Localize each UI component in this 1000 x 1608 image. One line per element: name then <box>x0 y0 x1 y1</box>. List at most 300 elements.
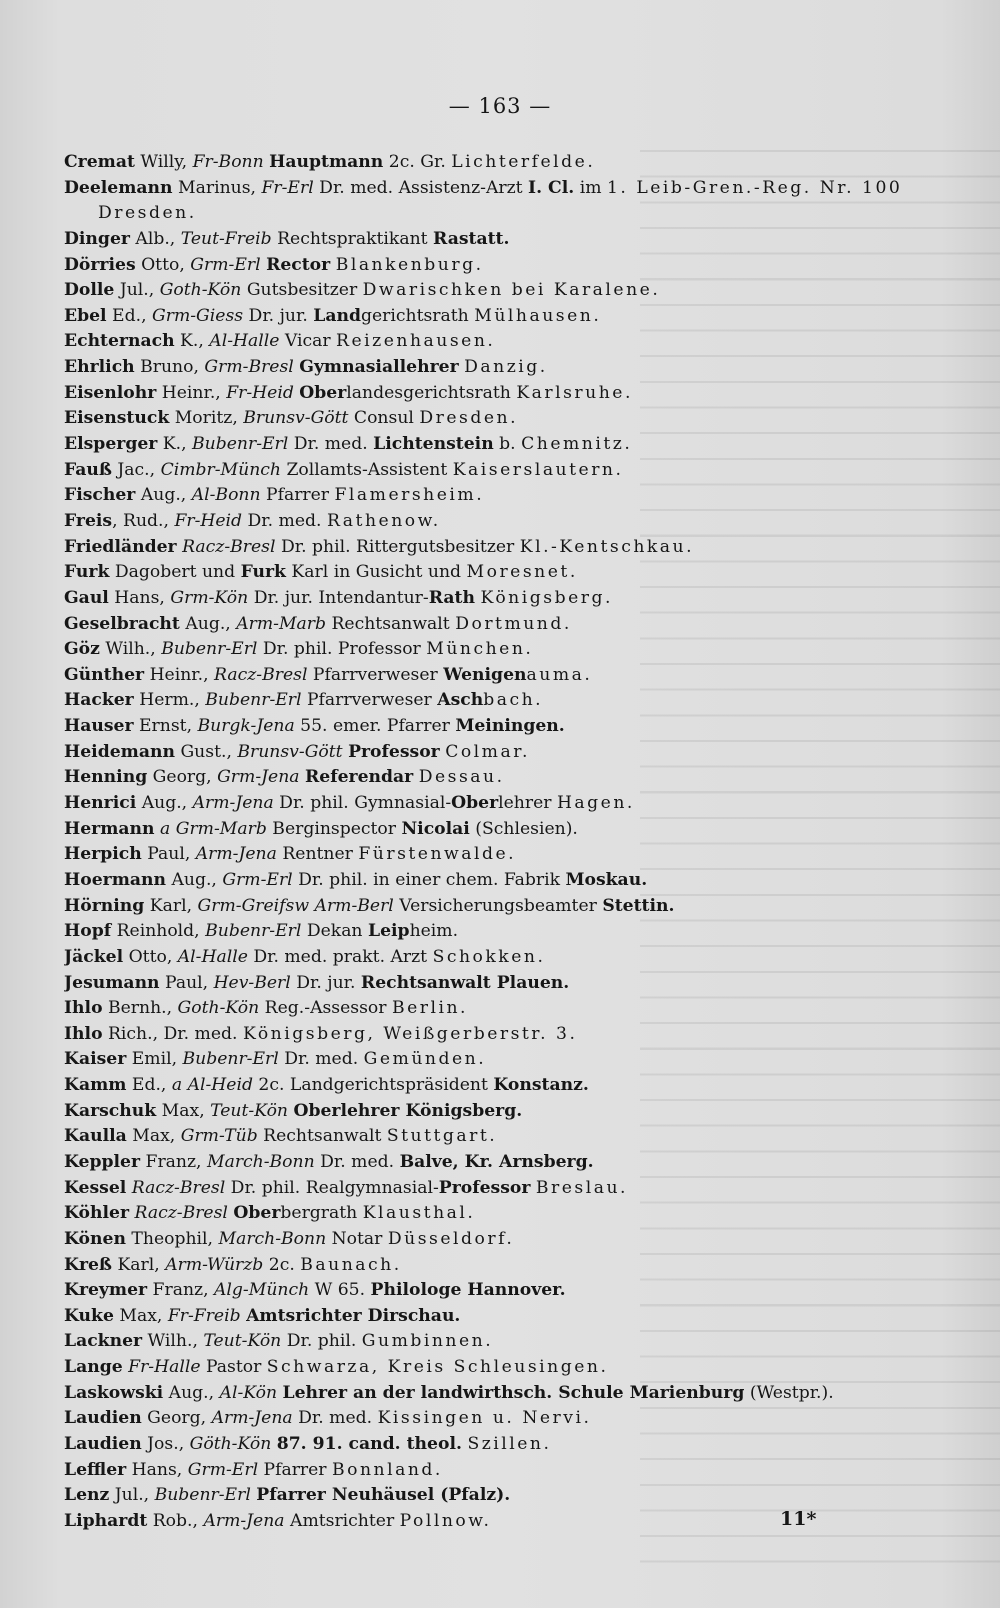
entry-affiliation: Fr-Halle <box>128 1357 201 1378</box>
entry-affiliation: Bubenr-Erl <box>205 921 302 942</box>
entry-text: Zollamts-Assistent <box>280 459 453 480</box>
entry-text: Theophil, <box>125 1228 219 1249</box>
entry-text: Bruno, <box>134 357 205 378</box>
entry-affiliation: Fr-Heid <box>226 382 294 403</box>
entry-affiliation: Al-Halle <box>177 946 248 967</box>
entry-text: Max, <box>126 1126 181 1147</box>
entry-affiliation: Fr-Erl <box>261 177 314 198</box>
entry-text: Heinr., <box>156 382 227 403</box>
entry-place: Düsseldorf. <box>387 1228 515 1249</box>
entry-text: Reg.-Assessor <box>259 998 392 1019</box>
entry-text: Jac., <box>111 459 161 480</box>
entry-affiliation: Göth-Kön <box>189 1434 272 1455</box>
entry-surname: Herpich <box>64 844 142 865</box>
entry-surname: Ihlo <box>64 1023 103 1044</box>
entry-place: bach. <box>483 690 544 711</box>
entry-emphasis: Pfarrer Neuhäusel (Pfalz). <box>256 1485 511 1506</box>
entry-place: Dwarischken bei Karalene. <box>362 280 661 301</box>
entry-text: Versicherungsbeamter <box>393 895 603 916</box>
entry-affiliation: Cimbr-Münch <box>160 459 281 480</box>
entry-text: Pfarrverweser <box>307 664 444 685</box>
entry-place: Kissingen u. Nervi. <box>377 1408 592 1429</box>
signature-mark: 11* <box>780 1508 817 1530</box>
entry-place: Rathenow. <box>326 510 441 531</box>
entry-surname: Göz <box>64 639 100 660</box>
entry-surname: Lenz <box>64 1485 110 1506</box>
entry-place: Schokken. <box>432 946 546 967</box>
entry-surname: Eisenlohr <box>64 382 157 403</box>
entry-line <box>64 1047 944 1073</box>
entry-line <box>64 1355 944 1381</box>
entry-emphasis: Rechtsanwalt Plauen. <box>360 972 570 993</box>
entry-line <box>64 278 944 304</box>
entry-affiliation: Arm-Jena <box>203 1510 285 1531</box>
entry-surname: Dörries <box>64 254 136 275</box>
entry-text: 2c. Gr. <box>383 152 452 172</box>
entry-text: lehrer <box>498 793 557 814</box>
entry-line <box>64 1022 944 1048</box>
entry-emphasis: Rector <box>266 254 331 275</box>
entry-line <box>64 1073 944 1099</box>
entry-line <box>64 253 944 279</box>
entry-place: Stuttgart. <box>386 1126 498 1147</box>
entry-text: Dr. med. <box>242 510 327 531</box>
entry-line <box>64 176 944 202</box>
entry-place: Mülhausen. <box>474 305 602 326</box>
entry-place: Königsberg. <box>480 587 613 608</box>
entry-text: Pfarrer <box>260 485 335 506</box>
entry-affiliation: Grm-Jena <box>217 767 300 788</box>
entry-line <box>64 458 944 484</box>
entry-surname: Elsperger <box>64 434 158 455</box>
entry-text: 55. emer. Pfarrer <box>294 716 456 737</box>
entry-emphasis: Land <box>313 305 361 326</box>
entry-text: Pfarrer <box>258 1459 332 1480</box>
entry-text: Dr. med. <box>314 1151 400 1172</box>
entry-text: Aug., <box>135 485 192 506</box>
entry-affiliation: Teut-Kön <box>203 1331 282 1352</box>
entry-text: , Rud., <box>112 510 175 531</box>
entry-surname: Dinger <box>64 228 130 249</box>
entry-affiliation: Grm-Kön <box>170 587 249 608</box>
entry-emphasis: Rastatt. <box>433 228 510 249</box>
entry-emphasis: Furk <box>240 562 286 583</box>
entry-surname: Hörning <box>64 895 145 916</box>
entry-surname: Günther <box>64 664 145 685</box>
entry-text: (Schlesien). <box>469 818 578 839</box>
entry-place: Flamersheim. <box>334 485 485 506</box>
entry-place: Colmar. <box>445 741 531 762</box>
entry-line <box>64 1124 944 1150</box>
entry-text: Dr. phil. <box>281 1331 362 1352</box>
entry-affiliation: Racz-Bresl <box>134 1203 228 1224</box>
entry-place: Breslau. <box>535 1177 629 1198</box>
entry-line <box>64 535 944 561</box>
entry-text: heim. <box>409 921 459 942</box>
entry-place: Reizenhausen. <box>336 331 496 352</box>
entry-line <box>64 381 944 407</box>
entry-place: Königsberg, Weißgerberstr. 3. <box>242 1023 578 1044</box>
entry-affiliation: Fr-Heid <box>174 510 243 531</box>
entry-place: Gumbinnen. <box>361 1331 494 1352</box>
entry-text: gerichtsrath <box>361 305 475 326</box>
entry-line <box>64 1304 944 1330</box>
entry-surname: Kuke <box>64 1305 114 1326</box>
entry-surname: Kamm <box>64 1075 127 1096</box>
entry-surname: Laudien <box>64 1408 142 1429</box>
entry-text: W 65. <box>309 1280 371 1301</box>
entry-place: Gemünden. <box>363 1049 487 1070</box>
entry-affiliation: Al-Kön <box>219 1382 278 1403</box>
entry-text: Aug., <box>179 613 237 634</box>
entry-surname: Dolle <box>64 280 115 301</box>
entry-affiliation: Arm-Jena <box>192 793 274 814</box>
entry-text: Otto, <box>135 254 191 275</box>
entry-text: Georg, <box>147 767 218 788</box>
entry-line <box>64 868 944 894</box>
entry-line <box>64 996 944 1022</box>
entry-text: Dr. jur. Intendantur- <box>248 587 429 608</box>
entry-line <box>64 586 944 612</box>
entry-affiliation: Teut-Kön <box>210 1100 289 1121</box>
entry-surname: Hopf <box>64 921 112 942</box>
entry-line <box>64 483 944 509</box>
entry-line <box>64 432 944 458</box>
entry-emphasis: Nicolai <box>401 818 470 839</box>
entry-surname: Cremat <box>64 152 135 172</box>
entry-place: Blankenburg. <box>335 254 484 275</box>
entry-place: Szillen. <box>467 1434 552 1455</box>
entry-text: Otto, <box>123 946 178 967</box>
entry-surname: Kaiser <box>64 1049 127 1070</box>
entry-surname: Ehrlich <box>64 357 135 378</box>
entry-affiliation: Teut-Freib <box>180 228 272 249</box>
entry-surname: Laskowski <box>64 1382 164 1403</box>
entry-surname: Kaulla <box>64 1126 127 1147</box>
entry-affiliation: Racz-Bresl <box>182 536 276 557</box>
entry-surname: Deelemann <box>64 177 173 198</box>
entry-surname: Geselbracht <box>64 613 180 634</box>
entry-place: Bonnland. <box>331 1459 443 1480</box>
entry-affiliation: Brunsv-Gött <box>237 741 343 762</box>
entry-text: Max, <box>156 1100 211 1121</box>
entry-text: Rich., Dr. med. <box>102 1023 243 1044</box>
entry-text: Paul, <box>141 844 196 865</box>
entry-affiliation: a Al-Heid <box>171 1075 253 1096</box>
entry-line <box>64 1150 944 1176</box>
entry-surname: Echternach <box>64 331 175 352</box>
entry-text: Amtsrichter <box>284 1510 400 1531</box>
entry-text: Notar <box>326 1228 388 1249</box>
entry-surname: Kreß <box>64 1254 112 1275</box>
entry-text: Consul <box>348 408 420 429</box>
entry-text: Emil, <box>126 1049 183 1070</box>
entry-text: bergrath <box>280 1203 363 1224</box>
entry-text: Karl, <box>144 895 198 916</box>
entry-line <box>64 919 944 945</box>
entry-surname: Eisenstuck <box>64 408 170 429</box>
entry-place: München. <box>426 639 534 660</box>
entry-affiliation: Arm-Jena <box>195 844 277 865</box>
entry-place: Kaiserslautern. <box>452 459 624 480</box>
entry-text: Dr. jur. <box>290 972 361 993</box>
entry-text: Franz, <box>140 1151 207 1172</box>
entry-emphasis: Referendar <box>304 767 414 788</box>
entry-line <box>64 1227 944 1253</box>
entry-text: Gutsbesitzer <box>241 280 363 301</box>
entry-line <box>64 714 944 740</box>
entry-surname: Fischer <box>64 485 136 506</box>
entry-place: Baunach. <box>300 1254 402 1275</box>
entry-text: Bernh., <box>102 998 178 1019</box>
entry-text: Karl, <box>112 1254 166 1275</box>
entry-text: Vicar <box>279 331 337 352</box>
entry-text: Dr. phil. Rittergutsbesitzer <box>275 536 520 557</box>
entry-place: Klausthal. <box>362 1203 476 1224</box>
entry-affiliation: Fr-Freib <box>167 1305 241 1326</box>
entry-line <box>64 791 944 817</box>
entry-place: Dresden. <box>98 203 197 224</box>
entry-text: Berginspector <box>266 818 402 839</box>
entry-line <box>64 945 944 971</box>
entry-line <box>64 612 944 638</box>
entry-emphasis: Konstanz. <box>493 1075 589 1096</box>
entry-line <box>64 688 944 714</box>
entry-list <box>64 150 944 1535</box>
entry-affiliation: March-Bonn <box>206 1151 315 1172</box>
entry-line <box>64 817 944 843</box>
entry-affiliation: Burgk-Jena <box>197 716 295 737</box>
entry-text: Dr. med. <box>288 434 374 455</box>
entry-emphasis: Rath <box>428 587 475 608</box>
entry-text: Karl in Gusicht und <box>285 562 467 583</box>
entry-text: Alb., <box>129 228 181 249</box>
entry-affiliation: March-Bonn <box>218 1228 327 1249</box>
entry-surname: Köhler <box>64 1203 130 1224</box>
entry-emphasis: I. Cl. <box>528 177 575 198</box>
entry-affiliation: Grm-Erl <box>222 869 293 890</box>
entry-line <box>64 406 944 432</box>
entry-affiliation: Bubenr-Erl <box>205 690 302 711</box>
entry-text: Pfarrverweser <box>301 690 438 711</box>
entry-text: Reinhold, <box>111 921 206 942</box>
entry-surname: Leffler <box>64 1459 127 1480</box>
entry-surname: Kessel <box>64 1177 127 1198</box>
entry-text: Heinr., <box>144 664 215 685</box>
entry-surname: Fauß <box>64 459 112 480</box>
entry-continuation <box>64 201 944 227</box>
entry-affiliation: Bubenr-Erl <box>154 1485 251 1506</box>
entry-text: Dagobert und <box>109 562 241 583</box>
entry-emphasis: Hauptmann <box>269 152 384 172</box>
entry-emphasis: Amtsrichter Dirschau. <box>246 1305 461 1326</box>
entry-line <box>64 842 944 868</box>
entry-line <box>64 1278 944 1304</box>
entry-text: Paul, <box>159 972 214 993</box>
entry-text: Dr. phil. Professor <box>257 639 427 660</box>
entry-affiliation: Alg-Münch <box>214 1280 310 1301</box>
entry-text: Moritz, <box>169 408 244 429</box>
entry-text: Dr. med. Assistenz-Arzt <box>313 177 529 198</box>
entry-line <box>64 1329 944 1355</box>
entry-line <box>64 1381 944 1407</box>
entry-emphasis: Leip <box>367 921 410 942</box>
entry-line <box>64 1099 944 1125</box>
entry-place: Hagen. <box>556 793 635 814</box>
entry-affiliation: Arm-Jena <box>211 1408 293 1429</box>
entry-emphasis: Ober <box>299 382 347 403</box>
entry-affiliation: Bubenr-Erl <box>161 639 258 660</box>
entry-emphasis: Ober <box>451 793 499 814</box>
entry-text: Herm., <box>133 690 206 711</box>
entry-affiliation: Fr-Bonn <box>192 152 264 172</box>
entry-emphasis: Oberlehrer Königsberg. <box>293 1100 523 1121</box>
entry-line <box>64 1201 944 1227</box>
entry-text: Georg, <box>141 1408 212 1429</box>
entry-place: Kl.-Kentschkau. <box>519 536 695 557</box>
entry-surname: Friedländer <box>64 536 177 557</box>
entry-emphasis: Philologe Hannover. <box>370 1280 566 1301</box>
entry-surname: Heidemann <box>64 741 175 762</box>
entry-text: Rechtspraktikant <box>271 228 434 249</box>
entry-line <box>64 894 944 920</box>
entry-emphasis: Professor <box>348 741 440 762</box>
entry-place: Chemnitz. <box>521 434 633 455</box>
entry-emphasis: Asch <box>437 690 484 711</box>
entry-text: Marinus, <box>172 177 262 198</box>
entry-affiliation: Racz-Bresl <box>131 1177 226 1198</box>
entry-text: K., <box>174 331 210 352</box>
entry-surname: Lackner <box>64 1331 143 1352</box>
entry-affiliation: Al-Halle <box>209 331 280 352</box>
entry-affiliation: Al-Bonn <box>191 485 261 506</box>
entry-emphasis: Professor <box>438 1177 531 1198</box>
entry-affiliation: Arm-Marb <box>236 613 327 634</box>
entry-surname: Hauser <box>64 716 134 737</box>
entry-place: Lichterfelde. <box>451 152 596 172</box>
page-number: — 163 — <box>448 94 552 118</box>
entry-emphasis: Balve, Kr. Arnsberg. <box>399 1151 594 1172</box>
entry-affiliation: a Grm-Marb <box>160 818 267 839</box>
entry-surname: Hoermann <box>64 869 167 890</box>
entry-surname: Laudien <box>64 1434 142 1455</box>
entry-text: Dr. phil. Realgymnasial- <box>225 1177 439 1198</box>
entry-text: 2c. <box>263 1254 301 1275</box>
entry-place: auma. <box>526 664 593 685</box>
entry-affiliation: Goth-Kön <box>177 998 260 1019</box>
entry-affiliation: Arm-Würzb <box>165 1254 264 1275</box>
entry-text: Willy, <box>134 152 193 172</box>
entry-affiliation: Racz-Bresl <box>214 664 308 685</box>
entry-affiliation: Grm-Giess <box>152 305 244 326</box>
entry-surname: Kreymer <box>64 1280 148 1301</box>
entry-surname: Hacker <box>64 690 134 711</box>
entry-emphasis: Lehrer an der landwirthsch. Schule Marienburg <box>282 1382 745 1403</box>
entry-text: Gust., <box>174 741 238 762</box>
entry-place: 1. Leib-Gren.-Reg. Nr. 100 <box>606 177 903 198</box>
entry-text: Rob., <box>147 1510 204 1531</box>
entry-text: Ed., <box>126 1075 172 1096</box>
entry-text: Rechtsanwalt <box>326 613 456 634</box>
entry-text: K., <box>157 434 193 455</box>
entry-place: Fürstenwalde. <box>358 844 517 865</box>
entry-line <box>64 227 944 253</box>
entry-text: Hans, <box>108 587 171 608</box>
entry-surname: Gaul <box>64 587 109 608</box>
entry-text: Aug., <box>166 869 223 890</box>
entry-text: Dr. med. prakt. Arzt <box>247 946 433 967</box>
entry-affiliation: Grm-Tüb <box>180 1126 258 1147</box>
entry-line <box>64 637 944 663</box>
entry-line <box>64 304 944 330</box>
entry-emphasis: Lichtenstein <box>373 434 494 455</box>
entry-text: landesgerichtsrath <box>346 382 517 403</box>
entry-surname: Jäckel <box>64 946 124 967</box>
entry-affiliation: Grm-Erl <box>187 1459 259 1480</box>
entry-text: Dekan <box>301 921 368 942</box>
entry-line <box>64 509 944 535</box>
entry-emphasis: Stettin. <box>602 895 675 916</box>
entry-affiliation: Bubenr-Erl <box>182 1049 279 1070</box>
entry-text: Rechtsanwalt <box>257 1126 387 1147</box>
entry-emphasis: Meiningen. <box>455 716 565 737</box>
entry-text: Rentner <box>276 844 359 865</box>
entry-affiliation: Brunsv-Gött <box>243 408 349 429</box>
entry-affiliation: Goth-Kön <box>159 280 242 301</box>
entry-surname: Hermann <box>64 818 155 839</box>
entry-text: Wilh., <box>99 639 162 660</box>
entry-emphasis: Moskau. <box>565 869 648 890</box>
entry-line <box>64 150 944 176</box>
entry-place: Schwarza, Kreis Schleusingen. <box>266 1357 609 1378</box>
entry-text: Ed., <box>106 305 152 326</box>
entry-place: Dresden. <box>419 408 519 429</box>
entry-surname: Ebel <box>64 305 107 326</box>
entry-line <box>64 329 944 355</box>
entry-surname: Karschuk <box>64 1100 157 1121</box>
entry-line <box>64 1458 944 1484</box>
entry-text: Dr. med. <box>278 1049 364 1070</box>
entry-affiliation: Grm-Greifsw Arm-Berl <box>197 895 394 916</box>
entry-emphasis: 87. 91. cand. theol. <box>276 1434 462 1455</box>
entry-text: Max, <box>113 1305 168 1326</box>
entry-place: Karlsruhe. <box>516 382 633 403</box>
entry-place: Dessau. <box>418 767 505 788</box>
entry-surname: Henning <box>64 767 148 788</box>
entry-surname: Jesumann <box>64 972 160 993</box>
entry-text: Jul., <box>114 280 160 301</box>
entry-place: Berlin. <box>391 998 469 1019</box>
entry-surname: Könen <box>64 1228 126 1249</box>
entry-line <box>64 663 944 689</box>
entry-surname: Freis <box>64 510 113 531</box>
entry-emphasis: Gymnasiallehrer <box>299 357 459 378</box>
entry-line <box>64 1176 944 1202</box>
entry-text: Pastor <box>200 1357 267 1378</box>
entry-line <box>64 740 944 766</box>
entry-text: Jul., <box>109 1485 155 1506</box>
entry-surname: Lange <box>64 1357 123 1378</box>
entry-emphasis: Wenigen <box>443 664 527 685</box>
entry-affiliation: Bubenr-Erl <box>192 434 289 455</box>
entry-line <box>64 1253 944 1279</box>
entry-surname: Henrici <box>64 793 137 814</box>
entry-affiliation: Hev-Berl <box>213 972 291 993</box>
entry-text: b. <box>493 434 522 455</box>
entry-line <box>64 355 944 381</box>
entry-text: (Westpr.). <box>744 1382 834 1403</box>
entry-affiliation: Grm-Erl <box>190 254 261 275</box>
